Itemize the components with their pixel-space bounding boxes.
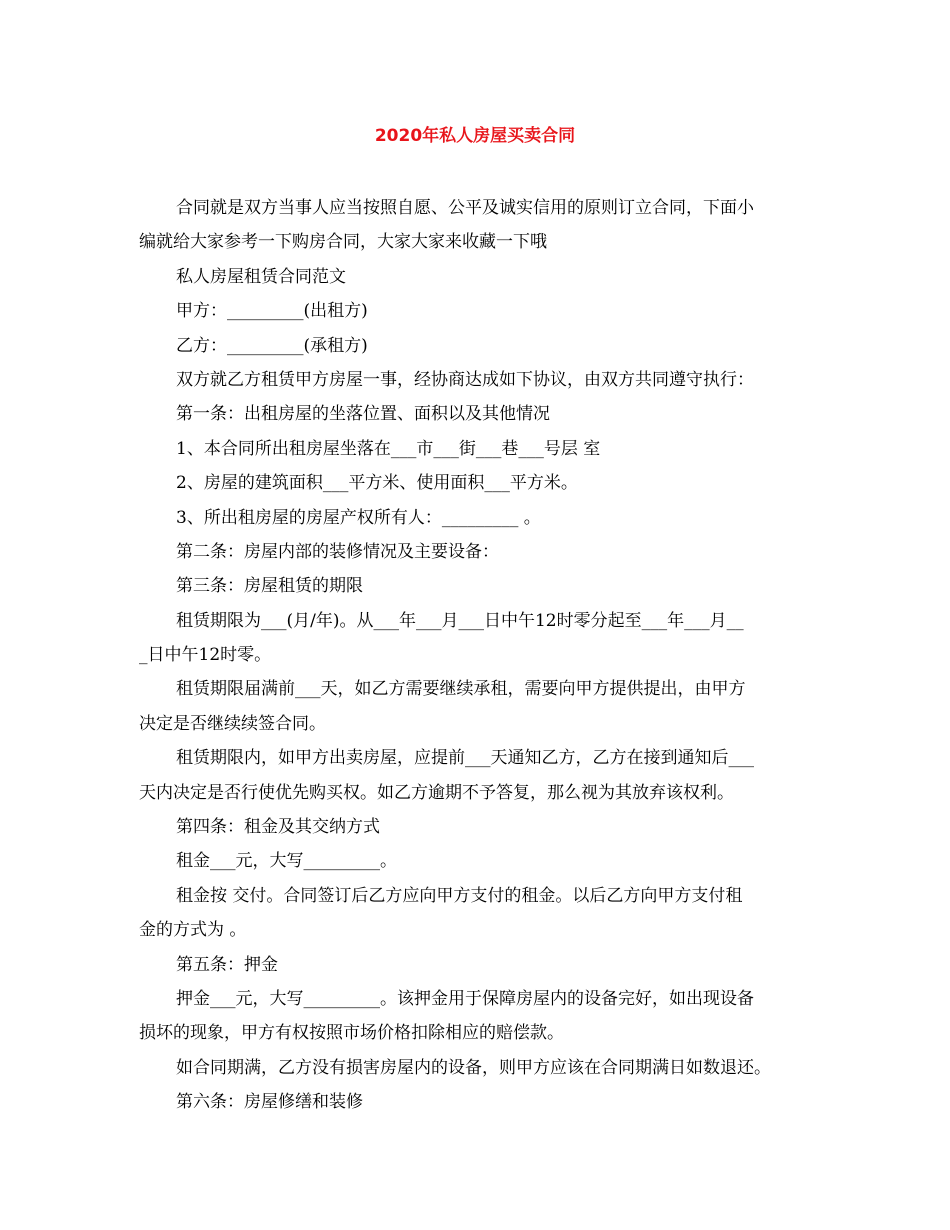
paragraph-line: 租金按 交付。合同签订后乙方应向甲方支付的租金。以后乙方向甲方支付租: [176, 885, 743, 906]
paragraph-line: 第六条：房屋修缮和装修: [176, 1092, 363, 1113]
paragraph-line: 编就给大家参考一下购房合同，大家大家来收藏一下哦: [139, 232, 547, 253]
document-body: [139, 191, 825, 1120]
paragraph-line: 甲方：_________(出租方): [176, 301, 368, 322]
paragraph-line: _日中午12时零。: [139, 645, 272, 666]
paragraph-line: 第二条：房屋内部的装修情况及主要设备：: [176, 541, 499, 562]
paragraph-line: 损坏的现象，甲方有权按照市场价格扣除相应的赔偿款。: [139, 1023, 564, 1044]
paragraph-line: 合同就是双方当事人应当按照自愿、公平及诚实信用的原则订立合同，下面小: [176, 198, 754, 218]
paragraph-line: 租金___元，大写_________。: [176, 851, 397, 872]
paragraph-line: 天内决定是否行使优先购买权。如乙方逾期不予答复，那么视为其放弃该权利。: [139, 782, 734, 803]
paragraph-line: 押金___元，大写_________。该押金用于保障房屋内的设备完好，如出现设备: [176, 988, 754, 1009]
paragraph-line: 第一条：出租房屋的坐落位置、面积以及其他情况: [176, 404, 550, 425]
paragraph-line: 2、房屋的建筑面积___平方米、使用面积___平方米。: [176, 473, 578, 494]
paragraph-line: 金的方式为 。: [139, 920, 247, 941]
paragraph-line: 决定是否继续续签合同。: [139, 713, 326, 734]
paragraph-line: 第五条：押金: [176, 954, 278, 975]
paragraph-line: 1、本合同所出租房屋坐落在___市___街___巷___号层 室: [176, 438, 601, 459]
paragraph-line: 第三条：房屋租赁的期限: [176, 576, 363, 597]
paragraph-line: 双方就乙方租赁甲方房屋一事，经协商达成如下协议，由双方共同遵守执行：: [176, 369, 754, 390]
paragraph-line: 私人房屋租赁合同范文: [176, 266, 346, 287]
document-title: 2020年私人房屋买卖合同: [374, 126, 576, 146]
paragraph-line: 3、所出租房屋的房屋产权所有人：_________ 。: [176, 507, 541, 528]
paragraph-line: 租赁期限为___(月/年)。从___年___月___日中午12时零分起至___年___月__: [176, 610, 744, 631]
paragraph-line: 乙方：_________(承租方): [176, 335, 368, 356]
paragraph-line: 租赁期限届满前___天，如乙方需要继续承租，需要向甲方提供提出，由甲方: [176, 679, 746, 700]
paragraph-line: 第四条：租金及其交纳方式: [176, 817, 380, 838]
paragraph-line: 租赁期限内，如甲方出卖房屋，应提前___天通知乙方，乙方在接到通知后___: [176, 748, 754, 769]
paragraph-line: 如合同期满，乙方没有损害房屋内的设备，则甲方应该在合同期满日如数退还。: [176, 1057, 771, 1078]
